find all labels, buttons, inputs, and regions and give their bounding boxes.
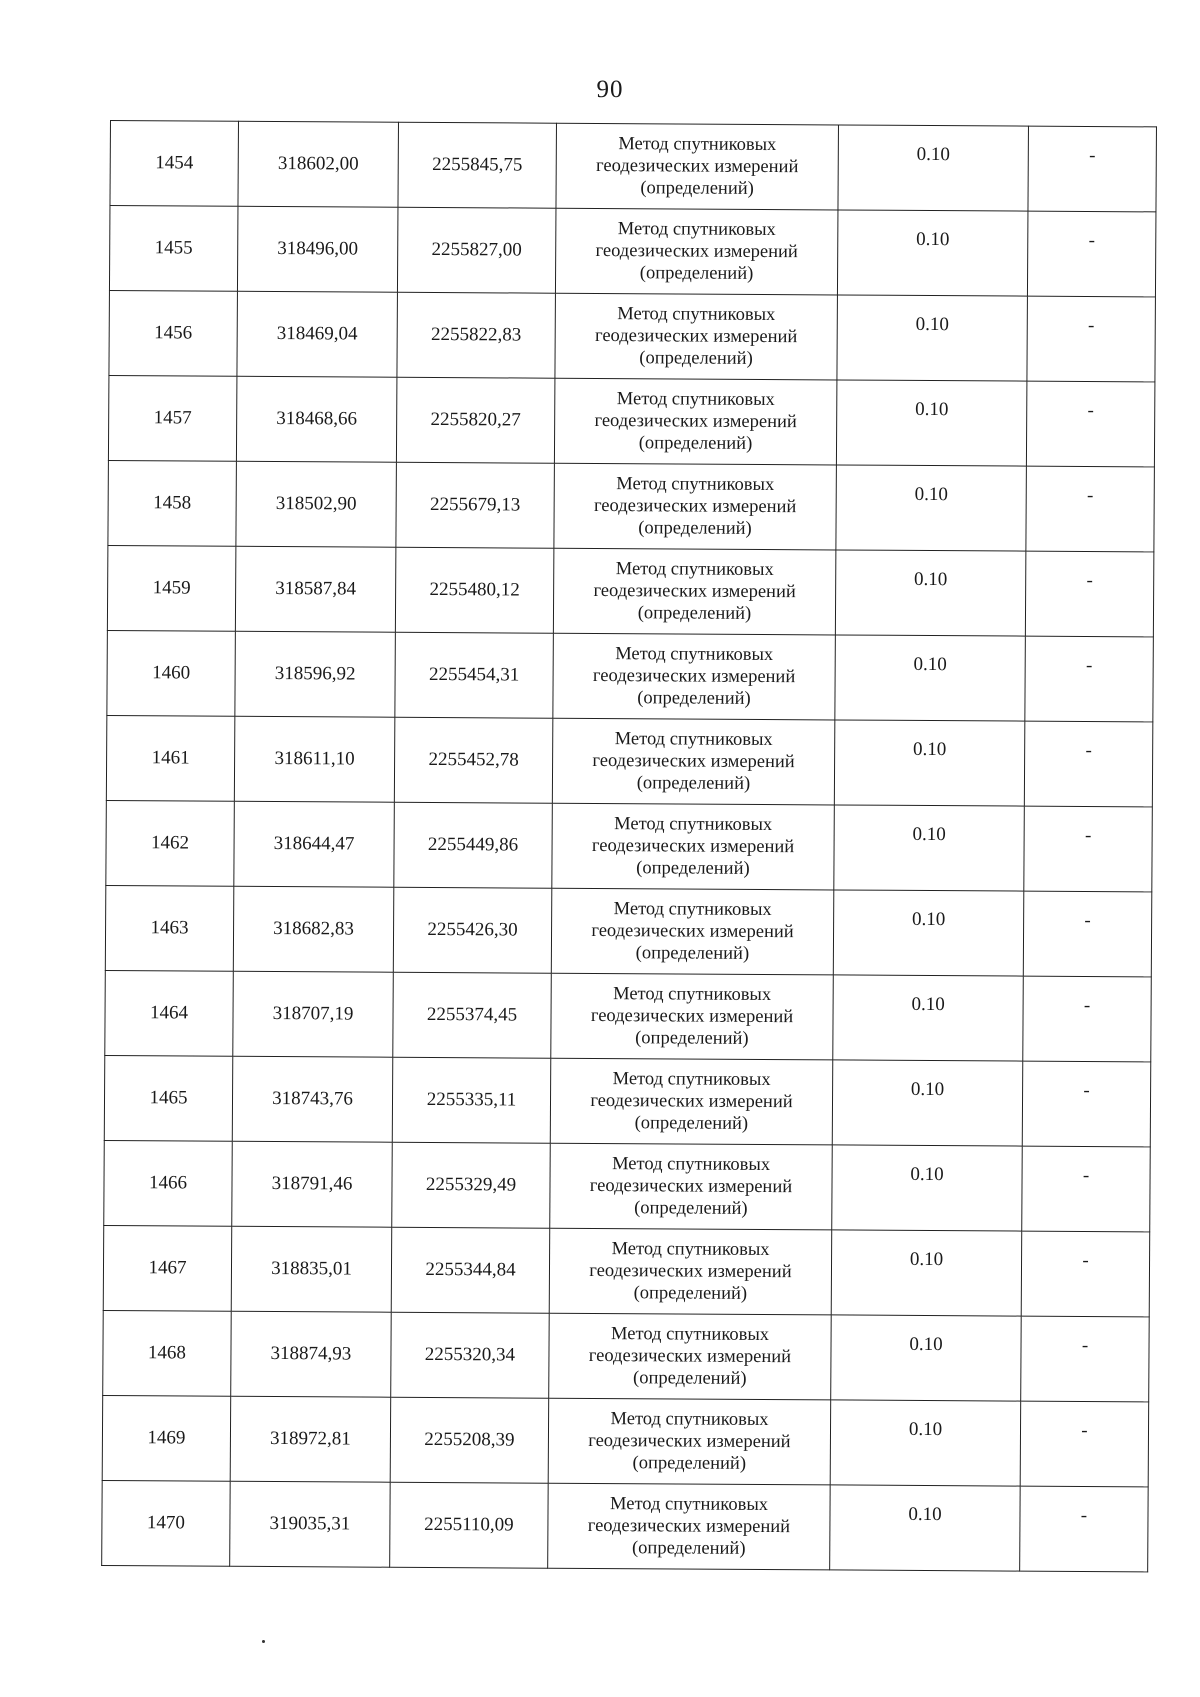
method-line: (определений)	[631, 1538, 746, 1559]
method-cell	[548, 1483, 831, 1570]
point-number-cell: 1461	[106, 715, 235, 801]
note-cell: -	[1021, 1231, 1150, 1317]
method-cell	[553, 633, 836, 720]
x-coordinate-cell: 318874,93	[231, 1311, 392, 1397]
method-cell	[551, 888, 834, 975]
point-number-cell: 1466	[104, 1140, 233, 1226]
method-line: геодезических измерений	[589, 1260, 792, 1283]
method-line: Метод спутниковых	[613, 899, 772, 921]
method-line: Метод спутниковых	[618, 134, 777, 156]
note-cell: -	[1026, 381, 1155, 467]
precision-cell: 0.10	[834, 720, 1025, 806]
method-line: геодезических измерений	[587, 1515, 791, 1538]
method-cell	[549, 1228, 832, 1315]
precision-cell: 0.10	[830, 1485, 1021, 1571]
method-line: Метод спутниковых	[616, 474, 775, 496]
note-cell: -	[1024, 721, 1153, 807]
method-line: геодезических измерений	[592, 665, 796, 688]
method-line: Метод спутниковых	[612, 1069, 771, 1091]
method-line: геодезических измерений	[588, 1345, 792, 1368]
table-row	[108, 460, 1154, 551]
precision-cell: 0.10	[837, 210, 1028, 296]
method-line: Метод спутниковых	[617, 304, 776, 326]
table-row	[103, 1310, 1149, 1401]
y-coordinate-cell: 2255329,49	[392, 1142, 551, 1228]
note-cell: -	[1021, 1316, 1150, 1402]
y-coordinate-cell: 2255344,84	[391, 1227, 550, 1313]
method-line: геодезических измерений	[593, 580, 796, 603]
x-coordinate-cell: 318972,81	[230, 1396, 391, 1482]
page-number: 90	[596, 76, 624, 103]
method-cell	[550, 1058, 833, 1145]
method-cell	[551, 973, 834, 1060]
y-coordinate-cell: 2255452,78	[394, 717, 553, 803]
x-coordinate-cell: 318496,00	[237, 206, 398, 292]
method-line: Метод спутниковых	[609, 1494, 769, 1516]
table-row	[104, 1055, 1150, 1146]
method-line: Метод спутниковых	[615, 644, 774, 666]
method-line: Метод спутниковых	[614, 729, 773, 751]
method-cell	[556, 123, 839, 210]
method-line: (определений)	[635, 943, 750, 964]
method-line: геодезических измерений	[593, 495, 797, 518]
point-number-cell: 1455	[109, 206, 238, 292]
table-row	[110, 121, 1156, 212]
note-cell: -	[1027, 211, 1156, 297]
precision-cell: 0.10	[836, 380, 1027, 466]
precision-cell: 0.10	[838, 125, 1029, 211]
method-line: (определений)	[633, 1368, 747, 1389]
precision-cell: 0.10	[836, 465, 1027, 551]
method-line: Метод спутниковых	[614, 814, 773, 836]
table-row	[105, 970, 1151, 1061]
x-coordinate-cell: 318502,90	[236, 461, 397, 547]
method-line: Метод спутниковых	[613, 984, 772, 1006]
method-cell	[548, 1398, 831, 1485]
note-cell: -	[1024, 806, 1153, 892]
method-cell	[553, 548, 836, 635]
point-number-cell: 1470	[102, 1480, 231, 1566]
method-line: Метод спутниковых	[616, 389, 775, 411]
method-line: геодезических измерений	[591, 920, 794, 943]
table-row	[106, 715, 1152, 806]
note-cell: -	[1023, 976, 1152, 1062]
method-line: геодезических измерений	[589, 1175, 793, 1198]
method-line: (определений)	[637, 688, 751, 709]
note-cell: -	[1028, 126, 1157, 212]
point-number-cell: 1465	[104, 1055, 233, 1141]
precision-cell: 0.10	[830, 1400, 1021, 1486]
point-number-cell: 1456	[109, 290, 238, 376]
method-line: (определений)	[635, 1028, 749, 1049]
table-row	[103, 1225, 1149, 1316]
y-coordinate-cell: 2255374,45	[393, 972, 552, 1058]
method-line: Метод спутниковых	[611, 1239, 770, 1261]
table-body	[102, 121, 1157, 1572]
table-row	[105, 885, 1151, 976]
method-line: (определений)	[636, 773, 751, 794]
method-line: Метод спутниковых	[612, 1154, 771, 1176]
point-number-cell: 1469	[102, 1395, 231, 1481]
y-coordinate-cell: 2255845,75	[398, 122, 557, 208]
method-line: (определений)	[634, 1113, 749, 1134]
x-coordinate-cell: 318835,01	[231, 1226, 392, 1312]
method-line: (определений)	[637, 603, 752, 624]
x-coordinate-cell: 318587,84	[235, 546, 396, 632]
note-cell: -	[1025, 636, 1154, 722]
precision-cell: 0.10	[831, 1230, 1022, 1316]
precision-cell: 0.10	[837, 295, 1028, 381]
point-number-cell: 1462	[106, 800, 235, 886]
y-coordinate-cell: 2255480,12	[395, 547, 554, 633]
x-coordinate-cell: 318644,47	[234, 801, 395, 887]
method-line: (определений)	[638, 433, 753, 454]
method-line: геодезических измерений	[595, 240, 798, 263]
y-coordinate-cell: 2255335,11	[392, 1057, 551, 1143]
method-line: Метод спутниковых	[610, 1409, 769, 1431]
precision-cell: 0.10	[835, 635, 1026, 721]
method-line: геодезических измерений	[594, 325, 798, 348]
method-line: (определений)	[639, 263, 754, 284]
method-cell	[555, 293, 838, 380]
point-number-cell: 1454	[110, 121, 239, 207]
table-row	[102, 1395, 1148, 1486]
method-line: геодезических измерений	[590, 1090, 793, 1113]
method-cell	[554, 378, 837, 465]
y-coordinate-cell: 2255679,13	[396, 462, 555, 548]
method-line: геодезических измерений	[592, 750, 795, 773]
precision-cell: 0.10	[833, 975, 1024, 1061]
method-cell	[554, 463, 837, 550]
y-coordinate-cell: 2255454,31	[395, 632, 554, 718]
y-coordinate-cell: 2255822,83	[397, 292, 556, 378]
method-line: (определений)	[634, 1198, 748, 1219]
x-coordinate-cell: 318611,10	[234, 716, 395, 802]
method-line: (определений)	[638, 518, 752, 539]
point-number-cell: 1464	[105, 970, 234, 1056]
precision-cell: 0.10	[832, 1060, 1023, 1146]
table-row	[107, 545, 1153, 636]
coordinates-table	[101, 120, 1157, 1572]
x-coordinate-cell: 318791,46	[232, 1141, 393, 1227]
y-coordinate-cell: 2255110,09	[390, 1482, 549, 1568]
method-line: Метод спутниковых	[617, 219, 776, 241]
precision-cell: 0.10	[835, 550, 1026, 636]
table-row	[106, 800, 1152, 891]
x-coordinate-cell: 318469,04	[237, 291, 398, 377]
method-line: Метод спутниковых	[611, 1324, 770, 1346]
y-coordinate-cell: 2255449,86	[394, 802, 553, 888]
point-number-cell: 1468	[103, 1310, 232, 1396]
point-number-cell: 1460	[107, 630, 236, 716]
point-number-cell: 1457	[108, 375, 237, 461]
precision-cell: 0.10	[833, 890, 1024, 976]
x-coordinate-cell: 318468,66	[236, 376, 397, 462]
note-cell: -	[1025, 551, 1154, 637]
note-cell: -	[1027, 296, 1156, 382]
table-row	[107, 630, 1153, 721]
precision-cell: 0.10	[832, 1145, 1023, 1231]
table-row	[109, 206, 1155, 297]
table-row	[104, 1140, 1150, 1231]
point-number-cell: 1459	[107, 545, 236, 631]
precision-cell: 0.10	[831, 1315, 1022, 1401]
y-coordinate-cell: 2255426,30	[393, 887, 552, 973]
note-cell: -	[1026, 466, 1155, 552]
method-line: геодезических измерений	[590, 1005, 794, 1028]
point-number-cell: 1463	[105, 885, 234, 971]
method-line: (определений)	[632, 1453, 747, 1474]
point-number-cell: 1467	[103, 1225, 232, 1311]
method-cell	[555, 208, 838, 295]
method-cell	[550, 1143, 833, 1230]
method-line: геодезических измерений	[588, 1430, 791, 1453]
method-cell	[552, 718, 835, 805]
method-line: геодезических измерений	[594, 410, 797, 433]
note-cell: -	[1022, 1061, 1151, 1147]
note-cell: -	[1020, 1401, 1149, 1487]
method-line: Метод спутниковых	[615, 559, 774, 581]
method-cell	[549, 1313, 832, 1400]
note-cell: -	[1023, 891, 1152, 977]
x-coordinate-cell: 318602,00	[238, 121, 399, 207]
table-row	[102, 1480, 1148, 1571]
x-coordinate-cell: 319035,31	[230, 1481, 391, 1567]
x-coordinate-cell: 318682,83	[233, 886, 394, 972]
precision-cell: 0.10	[834, 805, 1025, 891]
method-line: геодезических измерений	[596, 155, 799, 178]
method-line: (определений)	[640, 178, 754, 199]
y-coordinate-cell: 2255820,27	[396, 377, 555, 463]
y-coordinate-cell: 2255208,39	[390, 1397, 549, 1483]
x-coordinate-cell: 318596,92	[235, 631, 396, 717]
note-cell: -	[1020, 1486, 1149, 1572]
x-coordinate-cell: 318707,19	[233, 971, 394, 1057]
method-cell	[552, 803, 835, 890]
method-line: (определений)	[639, 348, 753, 369]
table-row	[108, 375, 1154, 466]
note-cell: -	[1022, 1146, 1151, 1232]
table-row	[109, 290, 1155, 381]
y-coordinate-cell: 2255827,00	[397, 207, 556, 293]
point-number-cell: 1458	[108, 460, 237, 546]
method-line: геодезических измерений	[591, 835, 795, 858]
scan-speck	[262, 1640, 265, 1643]
method-line: (определений)	[633, 1283, 748, 1304]
y-coordinate-cell: 2255320,34	[391, 1312, 550, 1398]
x-coordinate-cell: 318743,76	[232, 1056, 393, 1142]
method-line: (определений)	[636, 858, 750, 879]
